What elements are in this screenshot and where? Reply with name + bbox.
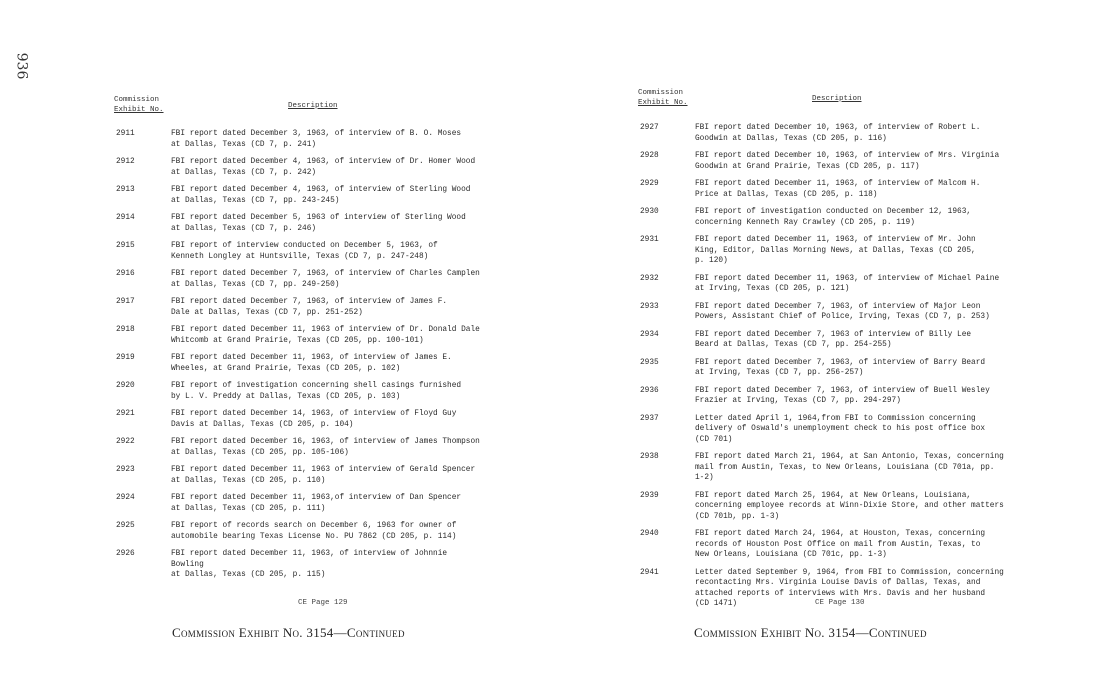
right-column-header-description: Description — [812, 95, 862, 103]
exhibit-number: 2917 — [116, 298, 135, 306]
exhibit-description: FBI report dated March 24, 1964, at Houston, Texas, concerning records of Houston Post Office on mail from Austin, Texas, to New Orleans, Louisiana (CD 701c, pp. 1-3) — [695, 530, 986, 559]
exhibit-number: 2925 — [116, 522, 135, 530]
exhibit-description: FBI report dated December 16, 1963, of interview of James Thompson at Dallas, Texas (CD 205, pp. 105-106) — [171, 438, 480, 457]
exhibit-number: 2919 — [116, 354, 135, 362]
exhibit-description: Letter dated April 1, 1964,from FBI to Commission concerning delivery of Oswald's unemployment check to his post office box (CD 701) — [695, 414, 986, 444]
exhibit-entry — [640, 330, 1005, 351]
exhibit-number: 2926 — [116, 550, 135, 558]
exhibit-entry — [640, 302, 1005, 323]
left-exhibit-list — [116, 129, 481, 588]
exhibit-entry — [640, 414, 1005, 446]
exhibit-number: 2931 — [640, 236, 659, 244]
exhibit-description: FBI report of investigation conducted on December 12, 1963, concerning Kenneth Ray Crawley (CD 205, p. 119) — [695, 208, 972, 227]
exhibit-description: FBI report dated December 11, 1963, of interview of James E. Wheeles, at Grand Prairie, Texas (CD 205, p. 102) — [171, 354, 452, 373]
exhibit-number: 2939 — [640, 491, 659, 500]
exhibit-entry — [116, 353, 481, 374]
exhibit-description: FBI report dated December 4, 1963, of interview of Dr. Homer Wood at Dallas, Texas (CD 7, p. 242) — [171, 158, 476, 177]
exhibit-description: FBI report dated December 11, 1963, of interview of Johnnie Bowling at Dallas, Texas (CD 205, p. 115) — [171, 550, 448, 579]
exhibit-number: 2918 — [116, 326, 135, 334]
exhibit-number: 2916 — [116, 270, 135, 278]
exhibit-description: FBI report dated December 7, 1963, of interview of Barry Beard at Irving, Texas (CD 7, pp. 256-257) — [695, 358, 986, 377]
exhibit-number: 2928 — [640, 152, 659, 160]
exhibit-description: FBI report dated December 11, 1963 of interview of Gerald Spencer at Dallas, Texas (CD 205, p. 110) — [171, 466, 476, 485]
exhibit-description: FBI report dated December 11, 1963, of interview of Malcom H. Price at Dallas, Texas (CD 205, p. 118) — [695, 180, 981, 199]
exhibit-entry — [640, 491, 1005, 523]
exhibit-number: 2941 — [640, 568, 659, 577]
exhibit-description: FBI report of records search on December 6, 1963 for owner of automobile bearing Texas License No. PU 7862 (CD 205, p. 114) — [171, 522, 457, 541]
exhibit-number: 2929 — [640, 180, 659, 188]
exhibit-description: FBI report dated March 25, 1964, at New Orleans, Louisiana, concerning employee records at Winn-Dixie Store, and other matters (CD 701b, pp. 1-3) — [695, 491, 1004, 521]
exhibit-entry — [116, 157, 481, 178]
exhibit-number: 2923 — [116, 466, 135, 474]
exhibit-number: 2912 — [116, 158, 135, 166]
exhibit-entry — [116, 409, 481, 430]
exhibit-number: 2924 — [116, 494, 135, 502]
exhibit-number: 2914 — [116, 214, 135, 222]
page-number: 936 — [13, 52, 30, 80]
header-label: Exhibit No. — [114, 106, 164, 114]
exhibit-entry — [116, 297, 481, 318]
left-column-header-description: Description — [288, 102, 338, 110]
exhibit-entry — [116, 493, 481, 514]
right-exhibit-list — [640, 123, 1005, 617]
exhibit-entry — [640, 207, 1005, 228]
exhibit-entry — [640, 529, 1005, 561]
exhibit-description: FBI report dated December 7, 1963, of interview of Major Leon Powers, Assistant Chief of Police, Irving, Texas (CD 7, p. 253) — [695, 302, 990, 321]
header-label: Commission — [638, 89, 684, 97]
exhibit-entry — [640, 386, 1005, 407]
exhibit-description: FBI report dated December 14, 1963, of interview of Floyd Guy Davis at Dallas, Texas (CD 205, p. 104) — [171, 410, 457, 429]
exhibit-number: 2913 — [116, 186, 135, 194]
exhibit-number: 2915 — [116, 242, 135, 250]
exhibit-entry — [116, 437, 481, 458]
exhibit-description: FBI report dated December 11, 1963,of interview of Dan Spencer at Dallas, Texas (CD 205, p. 111) — [171, 494, 462, 513]
exhibit-description: FBI report dated December 7, 1963 of interview of Billy Lee Beard at Dallas, Texas (CD 7, pp. 254-255) — [695, 330, 972, 349]
exhibit-number: 2935 — [640, 358, 659, 367]
exhibit-description: FBI report dated December 4, 1963, of interview of Sterling Wood at Dallas, Texas (CD 7, pp. 243-245) — [171, 186, 471, 205]
right-ce-page: CE Page 130 — [815, 599, 865, 607]
exhibit-number: 2932 — [640, 274, 659, 283]
exhibit-entry — [116, 465, 481, 486]
exhibit-entry — [116, 185, 481, 206]
exhibit-number: 2936 — [640, 386, 659, 395]
left-caption: Commission Exhibit No. 3154—Continued — [172, 625, 405, 640]
header-label: Exhibit No. — [638, 99, 688, 107]
exhibit-description: FBI report dated December 7, 1963, of interview of Charles Camplen at Dallas, Texas (CD 7, pp. 249-250) — [171, 270, 480, 289]
exhibit-entry — [640, 123, 1005, 144]
exhibit-entry — [116, 381, 481, 402]
exhibit-number: 2933 — [640, 302, 659, 311]
exhibit-number: 2938 — [640, 453, 659, 461]
exhibit-number: 2911 — [116, 130, 135, 138]
right-column-header-exhibit — [638, 88, 688, 108]
exhibit-number: 2937 — [640, 414, 659, 423]
exhibit-description: FBI report dated December 10, 1963, of interview of Robert L. Goodwin at Dallas, Texas (CD 205, p. 116) — [695, 124, 981, 143]
exhibit-description: FBI report dated December 7, 1963, of interview of Buell Wesley Frazier at Irving, Texas (CD 7, pp. 294-297) — [695, 386, 990, 405]
exhibit-entry — [116, 213, 481, 234]
exhibit-description: FBI report dated December 11, 1963, of interview of Michael Paine at Irving, Texas (CD 205, p. 121) — [695, 274, 1000, 293]
exhibit-description: FBI report dated December 11, 1963, of interview of Mr. John King, Editor, Dallas Morning News, at Dallas, Texas (CD 205, p. 120) — [695, 236, 976, 265]
left-column-header-exhibit — [114, 95, 164, 115]
exhibit-number: 2940 — [640, 530, 659, 538]
exhibit-description: FBI report dated March 21, 1964, at San Antonio, Texas, concerning mail from Austin, Texas, to New Orleans, Louisiana (CD 701a, pp. 1-2) — [695, 453, 1004, 482]
exhibit-number: 2927 — [640, 124, 659, 132]
exhibit-description: FBI report dated December 11, 1963 of interview of Dr. Donald Dale Whitcomb at Grand Prairie, Texas (CD 205, pp. 100-101) — [171, 326, 480, 345]
exhibit-number: 2930 — [640, 208, 659, 216]
exhibit-entry — [640, 274, 1005, 295]
exhibit-description: FBI report dated December 3, 1963, of interview of B. O. Moses at Dallas, Texas (CD 7, p. 241) — [171, 130, 462, 149]
exhibit-entry — [640, 235, 1005, 267]
exhibit-entry — [116, 241, 481, 262]
exhibit-number: 2920 — [116, 382, 135, 390]
exhibit-entry — [640, 151, 1005, 172]
exhibit-entry — [116, 269, 481, 290]
exhibit-description: Letter dated September 9, 1964, from FBI to Commission, concerning recontacting Mrs. Virginia Louise Davis of Dallas, Texas, and attached reports of interviews with Mrs. Davis and her husband (CD 1471) — [695, 568, 1004, 608]
exhibit-entry — [640, 452, 1005, 484]
right-caption: Commission Exhibit No. 3154—Continued — [694, 625, 927, 640]
left-ce-page: CE Page 129 — [298, 599, 348, 607]
exhibit-description: FBI report dated December 5, 1963 of interview of Sterling Wood at Dallas, Texas (CD 7, p. 246) — [171, 214, 466, 233]
exhibit-entry — [640, 358, 1005, 379]
exhibit-description: FBI report dated December 10, 1963, of interview of Mrs. Virginia Goodwin at Grand Prairie, Texas (CD 205, p. 117) — [695, 152, 1000, 171]
exhibit-number: 2934 — [640, 330, 659, 339]
exhibit-entry — [116, 521, 481, 542]
exhibit-description: FBI report dated December 7, 1963, of interview of James F. Dale at Dallas, Texas (CD 7, pp. 251-252) — [171, 298, 448, 317]
exhibit-description: FBI report of interview conducted on December 5, 1963, of Kenneth Longley at Huntsville, Texas (CD 7, p. 247-248) — [171, 242, 438, 261]
exhibit-entry — [116, 129, 481, 150]
exhibit-entry — [116, 549, 481, 581]
exhibit-entry — [116, 325, 481, 346]
header-label: Commission — [114, 96, 160, 104]
exhibit-number: 2921 — [116, 410, 135, 418]
exhibit-description: FBI report of investigation concerning shell casings furnished by L. V. Preddy at Dallas, Texas (CD 205, p. 103) — [171, 382, 462, 401]
exhibit-entry — [640, 179, 1005, 200]
exhibit-number: 2922 — [116, 438, 135, 446]
